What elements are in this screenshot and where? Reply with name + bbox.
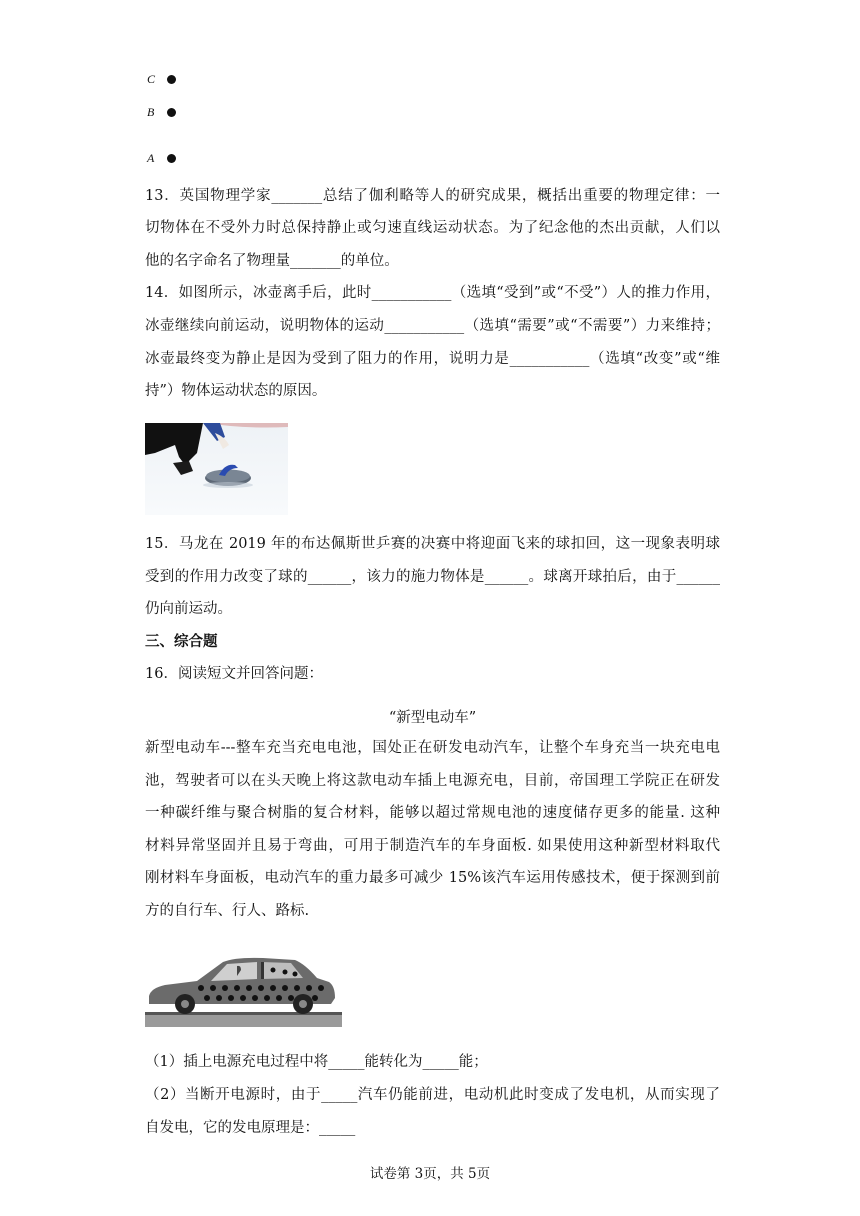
point-label-a: A	[147, 151, 155, 165]
q13-line-2: 切物体在不受外力时总保持静止或匀速直线运动状态。为了纪念他的杰出贡献，人们以	[145, 220, 720, 236]
q15-line-1: 15．马龙在 2019 年的布达佩斯世乒赛的决赛中将迎面飞来的球扣回，这一现象表明球	[145, 536, 720, 552]
article-title: “新型电动车”	[388, 710, 477, 726]
point-dot-a	[167, 154, 176, 163]
article-line-2: 池，驾驶者可以在头天晚上将这款电动车插上电源充电，目前，帝国理工学院正在研发	[145, 773, 720, 789]
point-dot-c	[167, 75, 176, 84]
point-dot-b	[167, 108, 176, 117]
article-line-4: 材料异常坚固并且易于弯曲，可用于制造汽车的车身面板. 如果使用这种新型材料取代	[145, 838, 720, 854]
curling-image	[145, 423, 288, 515]
q15-line-2: 受到的作用力改变了球的______，该力的施力物体是______。球离开球拍后，由于______	[145, 569, 720, 585]
q14-line-3: 冰壶最终变为静止是因为受到了阻力的作用，说明力是___________（选填“改变”或“维	[145, 351, 720, 367]
article-line-3: 一种碳纤维与聚合树脂的复合材料，能够以超过常规电池的速度储存更多的能量. 这种	[145, 805, 720, 821]
q14-line-1: 14．如图所示，冰壶离手后，此时___________（选填“受到”或“不受”）人的推力作用，	[145, 285, 720, 301]
q16-intro: 16．阅读短文并回答问题：	[145, 666, 323, 682]
q14-line-4: 持”）物体运动状态的原因。	[145, 383, 327, 399]
article-line-1: 新型电动车---整车充当充电电池，国处正在研发电动汽车，让整个车身充当一块充电电	[145, 740, 720, 756]
article-line-5: 刚材料车身面板，电动汽车的重力最多可减少 15%该汽车运用传感技术，便于探测到前	[145, 870, 720, 886]
point-label-b: B	[147, 105, 155, 119]
point-label-c: C	[147, 72, 156, 86]
q15-line-3: 仍向前运动。	[145, 601, 232, 617]
sub-question-2-line-1: （2）当断开电源时，由于_____汽车仍能前进，电动机此时变成了发电机，从而实现了	[145, 1087, 720, 1103]
sub-question-2-line-2: 自发电，它的发电原理是：_____	[145, 1120, 356, 1136]
section-heading: 三、综合题	[145, 634, 218, 650]
q13-line-1: 13．英国物理学家_______总结了伽利略等人的研究成果，概括出重要的物理定律：一	[145, 188, 720, 204]
q13-line-3: 他的名字命名了物理量_______的单位。	[145, 253, 399, 269]
car-image	[145, 952, 342, 1027]
page-footer: 试卷第 3页，共 5页	[369, 1166, 491, 1182]
q14-line-2: 冰壶继续向前运动，说明物体的运动___________（选填“需要”或“不需要”）力来维持；	[145, 318, 720, 334]
article-line-6: 方的自行车、行人、路标.	[145, 903, 310, 919]
sub-question-1: （1）插上电源充电过程中将_____能转化为_____能；	[145, 1054, 488, 1070]
